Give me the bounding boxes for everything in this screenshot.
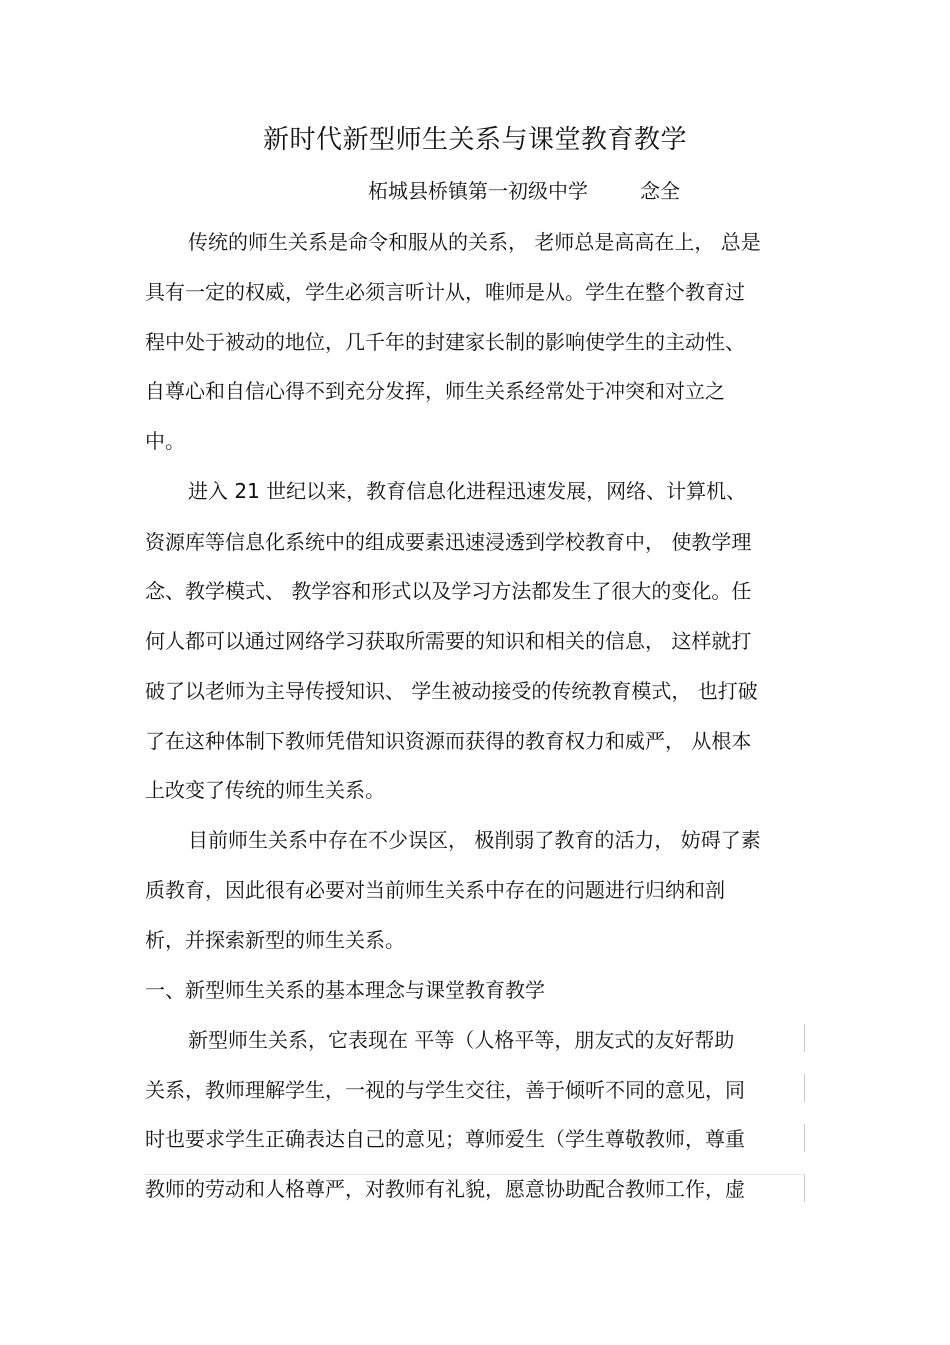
paragraph-3-line-2: 质教育，因此很有必要对当前师生关系中存在的问题进行归纳和剖 (145, 878, 725, 902)
paragraph-3-line-3: 析，并探索新型的师生关系。 (145, 928, 405, 952)
final-paragraph-line-3: 时也要求学生正确表达自己的意见；尊师爱生（学生尊敬教师，尊重 (145, 1127, 745, 1151)
paragraph-2-line-7: 上改变了传统的师生关系。 (145, 778, 385, 802)
paragraph-2-line-2: 资源库等信息化系统中的组成要素迅速浸透到学校教育中， 使教学理 (145, 530, 752, 554)
paragraph-1-line-2: 具有一定的权威，学生必须言听计从，唯师是从。学生在整个教育过 (145, 280, 745, 304)
paragraph-1-line-3: 程中处于被动的地位，几千年的封建家长制的影响使学生的主动性、 (145, 330, 745, 354)
paragraph-2-line-5: 破了以老师为主导传授知识、 学生被动接受的传统教育模式， 也打破 (145, 679, 758, 703)
section-heading: 一、新型师生关系的基本理念与课堂教育教学 (145, 978, 545, 1002)
scan-border-line (145, 1174, 805, 1175)
paragraph-2-line-6: 了在这种体制下教师凭借知识资源而获得的教育权力和威严， 从根本 (145, 729, 752, 753)
scan-border-line (804, 1124, 805, 1152)
paragraph-3-line-1: 目前师生关系中存在不少误区， 极削弱了教育的活力， 妨碍了素 (188, 828, 761, 852)
final-paragraph-line-4: 教师的劳动和人格尊严，对教师有礼貌，愿意协助配合教师工作，虚 (145, 1177, 745, 1201)
paragraph-1-line-5: 中。 (145, 429, 185, 453)
paragraph-2-line-3: 念、教学模式、 教学容和形式以及学习方法都发生了很大的变化。任 (145, 579, 752, 603)
scan-border-line (804, 1024, 805, 1052)
scan-border-line (804, 1074, 805, 1102)
scan-border-line (804, 1174, 805, 1202)
author-name: 念全 (640, 179, 680, 203)
final-paragraph-line-2: 关系，教师理解学生，一视的与学生交往，善于倾听不同的意见，同 (145, 1078, 745, 1102)
author-line (368, 176, 680, 206)
paragraph-1-line-1: 传统的师生关系是命令和服从的关系， 老师总是高高在上， 总是 (188, 230, 761, 254)
document-title: 新时代新型师生关系与课堂教育教学 (262, 125, 687, 155)
final-paragraph-line-1: 新型师生关系，它表现在 平等（人格平等，朋友式的友好帮助 (188, 1028, 735, 1052)
paragraph-1-line-4: 自尊心和自信心得不到充分发挥，师生关系经常处于冲突和对立之 (145, 379, 725, 403)
paragraph-2-line-4: 何人都可以通过网络学习获取所需要的知识和相关的信息， 这样就打 (145, 629, 752, 653)
paragraph-2-line-1: 进入 21 世纪以来，教育信息化进程迅速发展，网络、计算机、 (188, 479, 747, 503)
author-school: 柘城县桥镇第一初级中学 (368, 179, 588, 203)
